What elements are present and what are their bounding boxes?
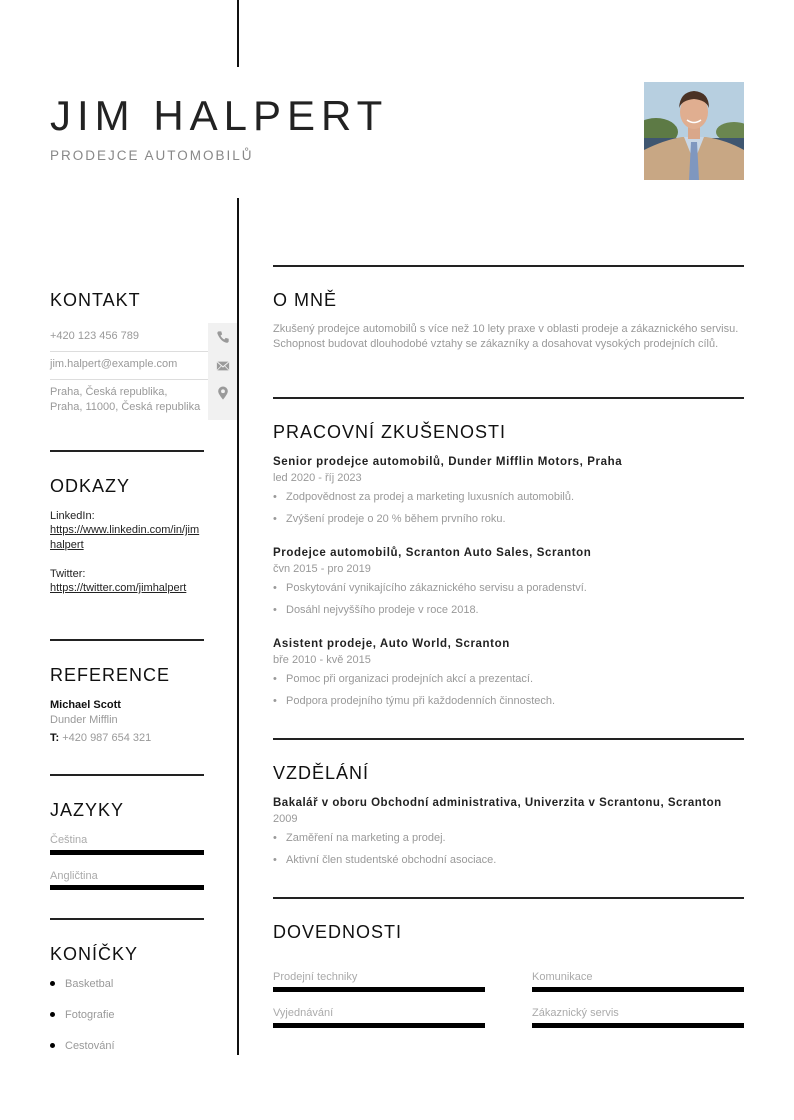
- envelope-icon: [216, 359, 230, 373]
- education-date: 2009: [273, 813, 298, 825]
- skill-level-bar: [532, 1023, 744, 1028]
- vertical-divider: [237, 198, 239, 1055]
- job-bullet: • Zodpovědnost za prodej a marketing luxusních automobilů.: [273, 491, 575, 503]
- section-divider: [50, 639, 204, 641]
- reference-phone: +420 987 654 321: [62, 732, 152, 744]
- links-heading: ODKAZY: [50, 476, 131, 496]
- bullet-icon: •: [273, 604, 277, 616]
- map-pin-icon: [216, 386, 230, 400]
- skill-name: Komunikace: [532, 971, 593, 983]
- contact-phone: +420 123 456 789: [50, 330, 140, 342]
- language-name: Angličtina: [50, 870, 98, 882]
- job-bullet: • Pomoc při organizaci prodejních akcí a prezentací.: [273, 673, 534, 685]
- education-title: Bakalář v oboru Obchodní administrativa, Univerzita v Scrantonu, Scranton: [273, 797, 722, 809]
- bullet-icon: •: [273, 491, 277, 503]
- section-divider: [273, 897, 744, 899]
- reference-heading: REFERENCE: [50, 665, 171, 685]
- bullet-icon: [50, 981, 55, 986]
- hobby-item: Fotografie: [50, 1009, 115, 1021]
- language-name: Čeština: [50, 834, 88, 846]
- job-date: čvn 2015 - pro 2019: [273, 563, 371, 575]
- linkedin-link[interactable]: https://www.linkedin.com/in/jimhalpert: [50, 524, 200, 551]
- job-date: bře 2010 - kvě 2015: [273, 654, 371, 666]
- divider: [50, 379, 208, 380]
- bullet-icon: •: [273, 582, 277, 594]
- section-divider: [273, 265, 744, 267]
- hobby-item: Basketbal: [50, 978, 113, 990]
- bullet-icon: [50, 1012, 55, 1017]
- profile-photo: [644, 82, 744, 180]
- twitter-label: Twitter:: [50, 568, 86, 580]
- skill-name: Prodejní techniky: [273, 971, 358, 983]
- job-title: Senior prodejce automobilů, Dunder Mifflin Motors, Praha: [273, 456, 623, 468]
- about-heading: O MNĚ: [273, 290, 338, 310]
- divider: [50, 351, 208, 352]
- hobby-item: Cestování: [50, 1040, 115, 1052]
- contact-email: jim.halpert@example.com: [50, 358, 178, 370]
- job-bullet: • Podpora prodejního týmu při každodenních činnostech.: [273, 695, 556, 707]
- section-divider: [50, 918, 204, 920]
- education-bullet: • Aktivní člen studentské obchodní asociace.: [273, 854, 497, 866]
- skill-name: Vyjednávání: [273, 1007, 334, 1019]
- skill-level-bar: [273, 987, 485, 992]
- reference-name: Michael Scott: [50, 699, 121, 711]
- skill-level-bar: [532, 987, 744, 992]
- bullet-icon: •: [273, 854, 277, 866]
- skill-name: Zákaznický servis: [532, 1007, 619, 1019]
- section-divider: [273, 397, 744, 399]
- contact-heading: KONTAKT: [50, 290, 141, 310]
- skill-level-bar: [273, 1023, 485, 1028]
- contact-address-line2: Praha, 11000, Česká republika: [50, 401, 201, 413]
- about-text: Zkušený prodejce automobilů s více než 10 lety praxe v oblasti prodeje a zákaznického servisu. Schopnost budovat dlouhodobé vztahy se zákazníky a dosahovat vysokých prodejních cílů.: [273, 323, 739, 350]
- job-title: Prodejce automobilů, Scranton Auto Sales, Scranton: [273, 547, 592, 559]
- candidate-title: PRODEJCE AUTOMOBILŮ: [50, 148, 254, 163]
- bullet-icon: •: [273, 695, 277, 707]
- section-divider: [50, 774, 204, 776]
- contact-address-line1: Praha, Česká republika,: [50, 386, 168, 398]
- skills-heading: DOVEDNOSTI: [273, 922, 403, 942]
- languages-heading: JAZYKY: [50, 800, 125, 820]
- hobbies-heading: KONÍČKY: [50, 944, 139, 964]
- language-level-bar: [50, 885, 204, 890]
- job-title: Asistent prodeje, Auto World, Scranton: [273, 638, 510, 650]
- phone-icon: [216, 330, 230, 344]
- linkedin-label: LinkedIn:: [50, 510, 95, 522]
- job-bullet: • Dosáhl nejvyššího prodeje v roce 2018.: [273, 604, 479, 616]
- candidate-name: JIM HALPERT: [50, 92, 389, 139]
- bullet-icon: •: [273, 832, 277, 844]
- language-level-bar: [50, 850, 204, 855]
- twitter-link[interactable]: https://twitter.com/jimhalpert: [50, 582, 187, 594]
- reference-phone-label: T:: [50, 732, 60, 744]
- section-divider: [273, 738, 744, 740]
- education-heading: VZDĚLÁNÍ: [273, 763, 370, 783]
- education-bullet: • Zaměření na marketing a prodej.: [273, 832, 446, 844]
- vertical-divider-top: [237, 0, 239, 67]
- section-divider: [50, 450, 204, 452]
- bullet-icon: •: [273, 673, 277, 685]
- bullet-icon: •: [273, 513, 277, 525]
- job-date: led 2020 - říj 2023: [273, 472, 362, 484]
- experience-heading: PRACOVNÍ ZKUŠENOSTI: [273, 422, 507, 442]
- job-bullet: • Zvýšení prodeje o 20 % během prvního roku.: [273, 513, 506, 525]
- reference-company: Dunder Mifflin: [50, 714, 118, 726]
- job-bullet: • Poskytování vynikajícího zákaznického servisu a poradenství.: [273, 582, 587, 594]
- reference-phone-row: [50, 732, 151, 744]
- bullet-icon: [50, 1043, 55, 1048]
